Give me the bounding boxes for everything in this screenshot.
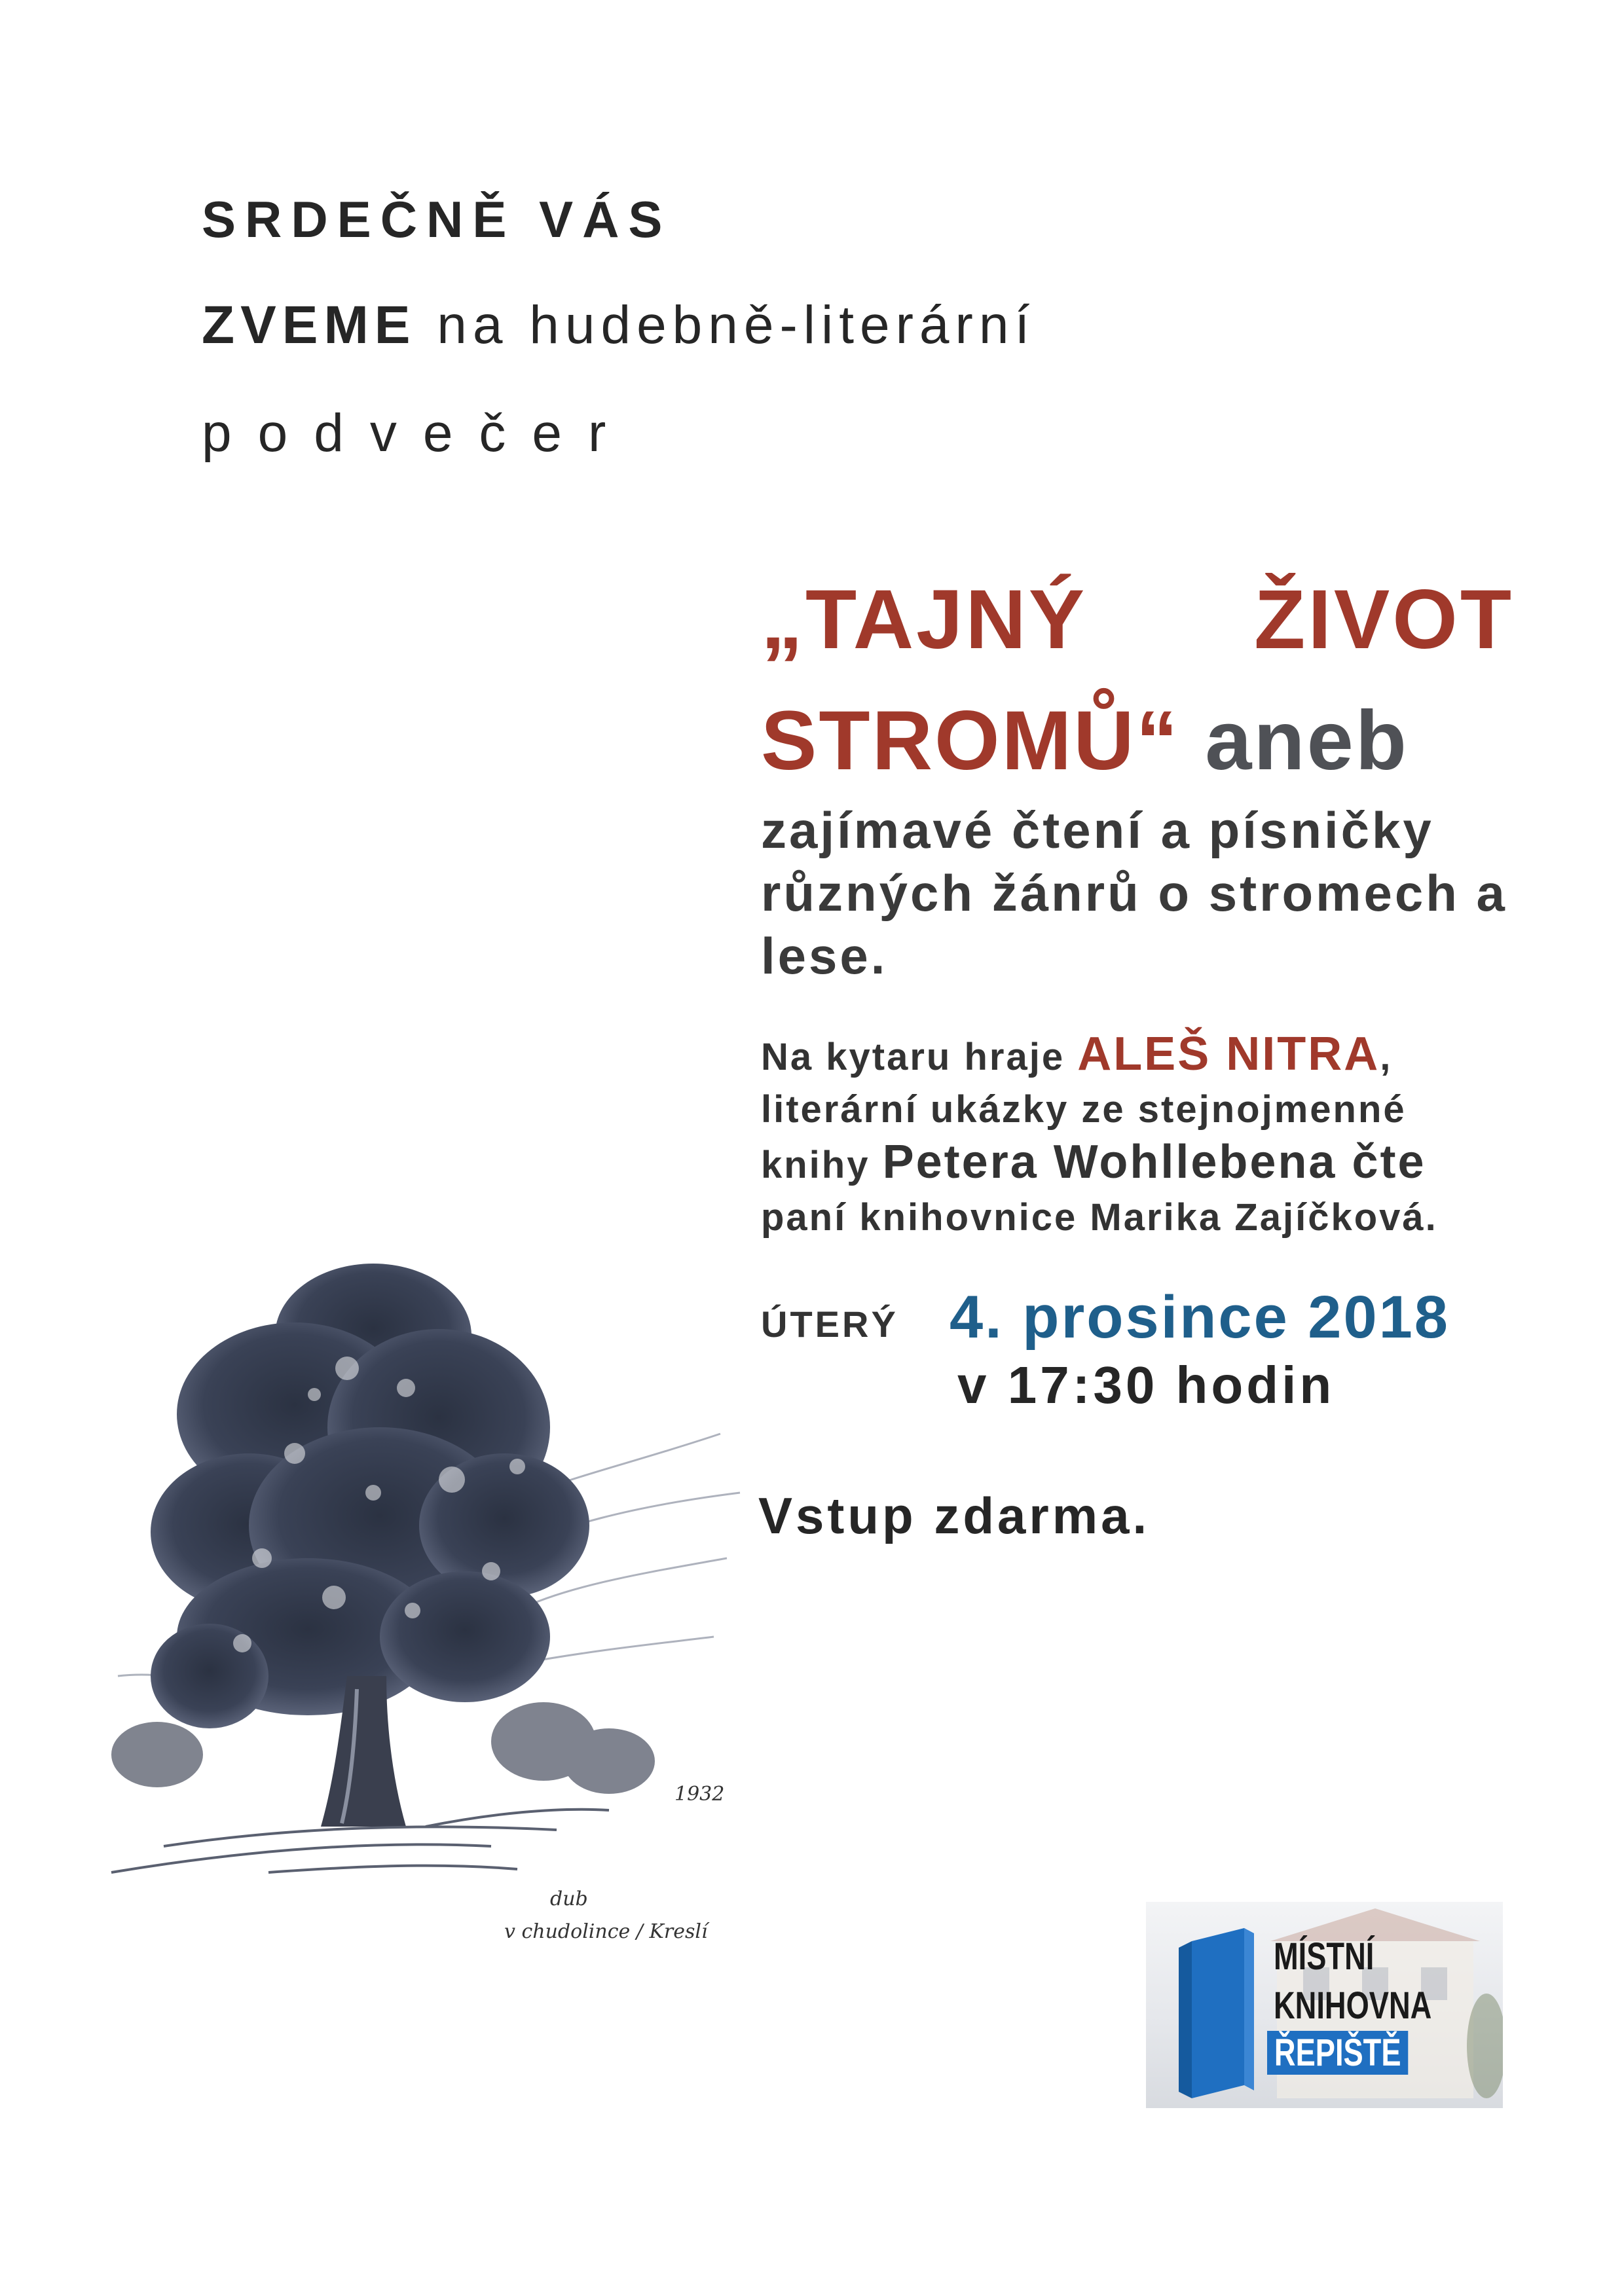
event-time: v 17:30 hodin: [957, 1356, 1335, 1414]
event-day: ÚTERÝ: [761, 1303, 898, 1345]
title-word-tajny: „TAJNÝ: [761, 573, 1088, 666]
title-word-zivot: ŽIVOT: [1254, 573, 1514, 666]
invitation-greeting: SRDEČNĚ VÁS: [202, 191, 672, 248]
logo-text-mistni: MÍSTNÍ: [1274, 1935, 1375, 1978]
event-title-line-2: [761, 694, 1409, 788]
logo-text-knihovna: KNIHOVNA: [1274, 1984, 1432, 2027]
performers-line-2: literární ukázky ze stejnojmenné: [761, 1088, 1407, 1131]
invitation-zveme: ZVEME: [202, 295, 416, 355]
invitation-event-type: na hudebně-literární: [416, 295, 1036, 355]
title-connector: aneb: [1205, 694, 1409, 788]
sketch-signature: [504, 1783, 724, 1943]
sketch-caption-line-1: dub: [550, 1887, 588, 1910]
book-icon: [1179, 1928, 1257, 2098]
invitation-line-1: [202, 190, 671, 249]
event-title-line-1: [761, 573, 1514, 666]
performers-line-1: [761, 1028, 1547, 1084]
sketch-year: 1932: [674, 1783, 725, 1806]
performers-intro: Na kytaru hraje: [761, 1036, 1078, 1078]
entry-fee-note: Vstup zdarma.: [758, 1487, 1151, 1544]
library-logo: [1146, 1902, 1503, 2108]
guitarist-name: ALEŠ NITRA: [1077, 1028, 1380, 1080]
performers-paragraph: [761, 1028, 1547, 1244]
performers-comma: ,: [1380, 1036, 1393, 1078]
oak-tree-sketch: [98, 1218, 747, 1958]
invitation-line-3: podvečer: [202, 403, 633, 463]
invitation-line-2: [202, 295, 1035, 356]
performers-line-4: paní knihovnice Marika Zajíčková.: [761, 1196, 1438, 1239]
event-date: 4. prosince 2018: [950, 1284, 1450, 1351]
event-subtitle: zajímavé čtení a písničky různých žánrů o stromech a lese.: [761, 801, 1507, 985]
title-word-stromu: STROMŮ“: [761, 694, 1180, 788]
book-author: Petera Wohllebena čte: [882, 1136, 1426, 1188]
performers-line-3: [761, 1136, 1547, 1192]
logo-text-repiste: ŘEPIŠTĚ: [1267, 2031, 1408, 2075]
sketch-caption-line-2: v chudolince / Kreslí: [504, 1920, 708, 1943]
performers-book: knihy: [761, 1144, 883, 1186]
